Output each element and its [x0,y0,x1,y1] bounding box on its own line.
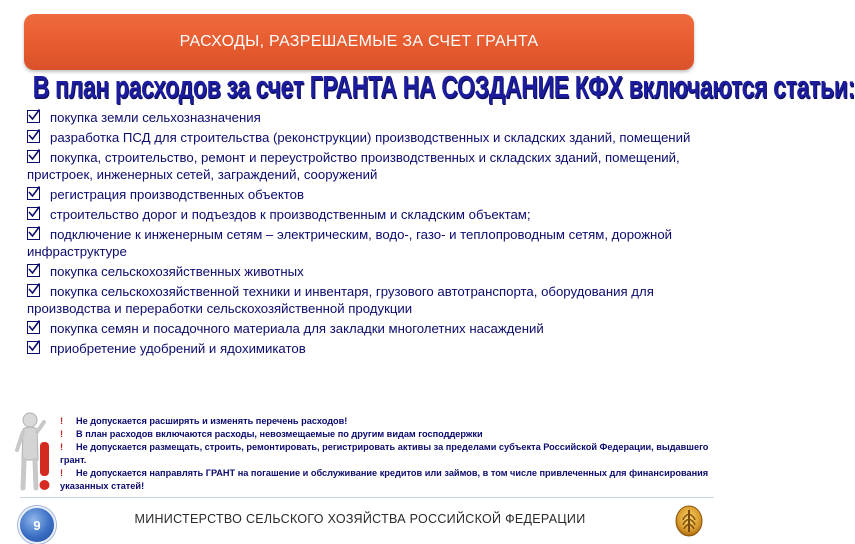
note-text: В план расходов включаются расходы, невозмещаемые по другим видам господдержки [76,429,483,439]
checkbox-checked-icon [27,207,40,220]
list-item [27,149,707,183]
note-marker: ! [60,468,64,478]
subtitle: В план расходов за счет ГРАНТА НА СОЗДАНИЕ КФХ включаются статьи: [32,70,855,105]
list-item-text: разработка ПСД для строительства (реконструкции) производственных и складских зданий, помещений [50,130,691,145]
note-text: Не допускается направлять ГРАНТ на погашение и обслуживание кредитов или займов, в том числе привлеченных для финансирования указанных статей! [60,468,709,491]
checkbox-checked-icon [27,321,40,334]
checkbox-checked-icon [27,284,40,297]
checkbox-checked-icon [27,227,40,240]
note-item [60,467,712,493]
checkbox-checked-icon [27,187,40,200]
list-item [27,206,707,223]
list-item [27,109,707,126]
note-text: Не допускается расширять и изменять перечень расходов! [76,416,348,426]
note-item [60,415,712,428]
note-marker: ! [60,416,64,426]
list-item [27,129,707,146]
note-item [60,441,712,467]
list-item [27,340,707,357]
list-item-text: приобретение удобрений и ядохимикатов [50,341,306,356]
list-item-text: покупка, строительство, ремонт и переустройство производственных и складских зданий, помещений, пристроек, инженерных сетей, заграждений, сооружений [27,150,680,182]
page-title: РАСХОДЫ, РАЗРЕШАЕМЫЕ ЗА СЧЕТ ГРАНТА [179,33,539,50]
expense-list [27,109,707,360]
exclamation-figure-icon [14,410,58,496]
note-text: Не допускается размещать, строить, ремонтировать, регистрировать активы за пределами субъекта Российской Федерации, выдавшего грант. [60,442,709,465]
checkbox-checked-icon [27,264,40,277]
list-item [27,226,707,260]
checkbox-checked-icon [27,130,40,143]
notes [60,415,712,493]
list-item-text: подключение к инженерным сетям – электрическим, водо-, газо- и теплопроводным сетям, дорожной инфраструктуре [27,227,673,259]
list-item [27,263,707,280]
note-marker: ! [60,442,64,452]
list-item [27,186,707,203]
footer-divider [20,497,714,498]
list-item-text: покупка земли сельхозназначения [50,110,261,125]
note-item [60,428,712,441]
list-item-text: покупка семян и посадочного материала для закладки многолетних насаждений [50,321,544,336]
list-item [27,283,707,317]
list-item-text: строительство дорог и подъездов к производственным и складским объектам; [50,207,531,222]
footer-ministry: МИНИСТЕРСТВО СЕЛЬСКОГО ХОЗЯЙСТВА РОССИЙСКОЙ ФЕДЕРАЦИИ [134,512,586,526]
checkbox-checked-icon [27,341,40,354]
list-item-text: регистрация производственных объектов [50,187,304,202]
note-marker: ! [60,429,64,439]
checkbox-checked-icon [27,110,40,123]
list-item-text: покупка сельскохозяйственной техники и инвентаря, грузового автотранспорта, оборудования для производства и переработки сельскохозяйственной продукции [27,284,654,316]
list-item-text: покупка сельскохозяйственных животных [50,264,304,279]
title-bar [24,14,694,70]
checkbox-checked-icon [27,150,40,163]
page-number: 9 [18,506,56,544]
ministry-emblem-icon [674,504,704,538]
list-item [27,320,707,337]
